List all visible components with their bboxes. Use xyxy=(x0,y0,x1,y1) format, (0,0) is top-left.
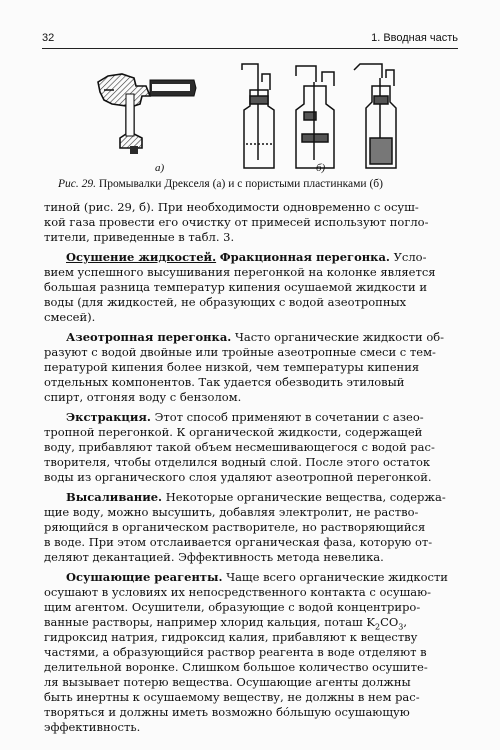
chapter-title: 1. Вводная часть xyxy=(371,32,458,44)
drexel-bottles-illustration xyxy=(90,60,410,172)
reagents-line: делительной воронке. Слишком большое количество осушите- xyxy=(44,660,428,674)
running-header xyxy=(42,30,458,49)
heading-fractional-distillation: Фракционная перегонка. xyxy=(219,250,390,264)
page-number: 32 xyxy=(42,32,55,44)
reagents-first-line xyxy=(44,570,460,585)
liquids-line: вием успешного высушивания перегонкой на колонке является xyxy=(44,265,436,279)
salting-line: деляют декантацией. Эффективность метода невелика. xyxy=(44,550,384,564)
reagents-line: творяться и должны иметь возможно бо́льшую осушающую xyxy=(44,705,410,719)
extraction-line: воду, прибавляют такой объем несмешивающегося с водой рас- xyxy=(44,440,435,454)
figure-b-bottle-3 xyxy=(354,64,396,168)
extraction-line: творителя, чтобы отделился водный слой. После этого остаток xyxy=(44,455,431,469)
reagents-line: быть инертны к осушаемому веществу, не должны в нем рас- xyxy=(44,690,420,704)
heading-extraction: Экстракция. xyxy=(66,410,151,424)
reagents-line: эффективность. xyxy=(44,720,141,734)
azeotrope-first-tail: Часто органические жидкости об- xyxy=(234,330,445,344)
salting-first-tail: Некоторые органические вещества, содержа- xyxy=(165,490,446,504)
liquids-line: смесей). xyxy=(44,310,96,324)
heading-salting-out: Высаливание. xyxy=(66,490,163,504)
k2co3-subscript-2: 2 xyxy=(374,622,381,630)
reagents-line: осушают в условиях их непосредственного контакта с осушаю- xyxy=(44,585,432,599)
intro-line: кой газа провести его очистку от примесей используют погло- xyxy=(44,215,429,229)
intro-line: тители, приведенные в табл. 3. xyxy=(44,230,235,244)
azeotrope-line: спирт, отгоняя воду с бензолом. xyxy=(44,390,242,404)
liquids-first-line xyxy=(44,250,460,265)
liquids-line: воды (для жидкостей, не образующих с водой азеотропных xyxy=(44,295,407,309)
liquids-line: большая разница температур кипения осушаемой жидкости и xyxy=(44,280,428,294)
salting-line: щие воду, можно высушить, добавляя электролит, не раство- xyxy=(44,505,419,519)
reagents-first-tail: Чаще всего органические жидкости xyxy=(226,570,448,584)
figure-b-bottle-2 xyxy=(296,66,334,168)
intro-line: тиной (рис. 29, б). При необходимости одновременно с осуш- xyxy=(44,200,419,214)
k2co3-comma: , xyxy=(403,615,408,629)
section-title-liquids: Осушение жидкостей. xyxy=(66,250,217,264)
figure-a-stopper-section xyxy=(98,74,196,154)
salting-line: в воде. При этом отслаивается органическая фаза, которую от- xyxy=(44,535,433,549)
azeotrope-first-line xyxy=(44,330,460,345)
reagents-line: ля вызывает потерю вещества. Осушающие агенты должны xyxy=(44,675,411,689)
reagents-line: щим агентом. Осушители, образующие с водой концентриро- xyxy=(44,600,421,614)
body-text xyxy=(44,200,460,735)
k2co3-line-text: ванные растворы, например хлорид кальция, поташ K xyxy=(44,615,375,629)
salting-first-line xyxy=(44,490,460,505)
azeotrope-line: разуют с водой двойные или тройные азеотропные смеси с тем- xyxy=(44,345,436,359)
extraction-first-line xyxy=(44,410,460,425)
figure-caption-label: Рис. 29. xyxy=(58,178,97,190)
figure-label-a: а) xyxy=(155,162,165,174)
figure-caption xyxy=(58,178,458,190)
heading-azeotropic-distillation: Азеотропная перегонка. xyxy=(66,330,232,344)
extraction-line: тропной перегонкой. К органической жидкости, содержащей xyxy=(44,425,423,439)
azeotrope-line: пературой кипения более низкой, чем температуры кипения xyxy=(44,360,420,374)
reagents-k2co3-line xyxy=(44,615,460,630)
extraction-line: воды из органического слоя удаляют азеотропной перегонкой. xyxy=(44,470,432,484)
k2co3-subscript-3: 3 xyxy=(398,622,404,630)
reagents-line: частями, а образующийся раствор реагента в воде отделяют в xyxy=(44,645,427,659)
liquids-first-tail: Усло- xyxy=(393,250,427,264)
reagents-line: гидроксид натрия, гидроксид калия, прибавляют к веществу xyxy=(44,630,418,644)
figure-b-bottle-1 xyxy=(242,64,274,168)
azeotrope-line: отдельных компонентов. Так удается обезводить этиловый xyxy=(44,375,405,389)
salting-line: ряющийся в органическом растворителе, но растворяющийся xyxy=(44,520,426,534)
drexel-bottles-figure xyxy=(90,60,410,172)
extraction-first-tail: Этот способ применяют в сочетании с азео- xyxy=(154,410,424,424)
heading-drying-reagents: Осушающие реагенты. xyxy=(66,570,223,584)
figure-caption-text: Промывалки Дрекселя (а) и с пористыми пластинками (б) xyxy=(98,178,383,190)
figure-label-b: б) xyxy=(316,162,326,174)
k2co3-co: CO xyxy=(380,615,399,629)
